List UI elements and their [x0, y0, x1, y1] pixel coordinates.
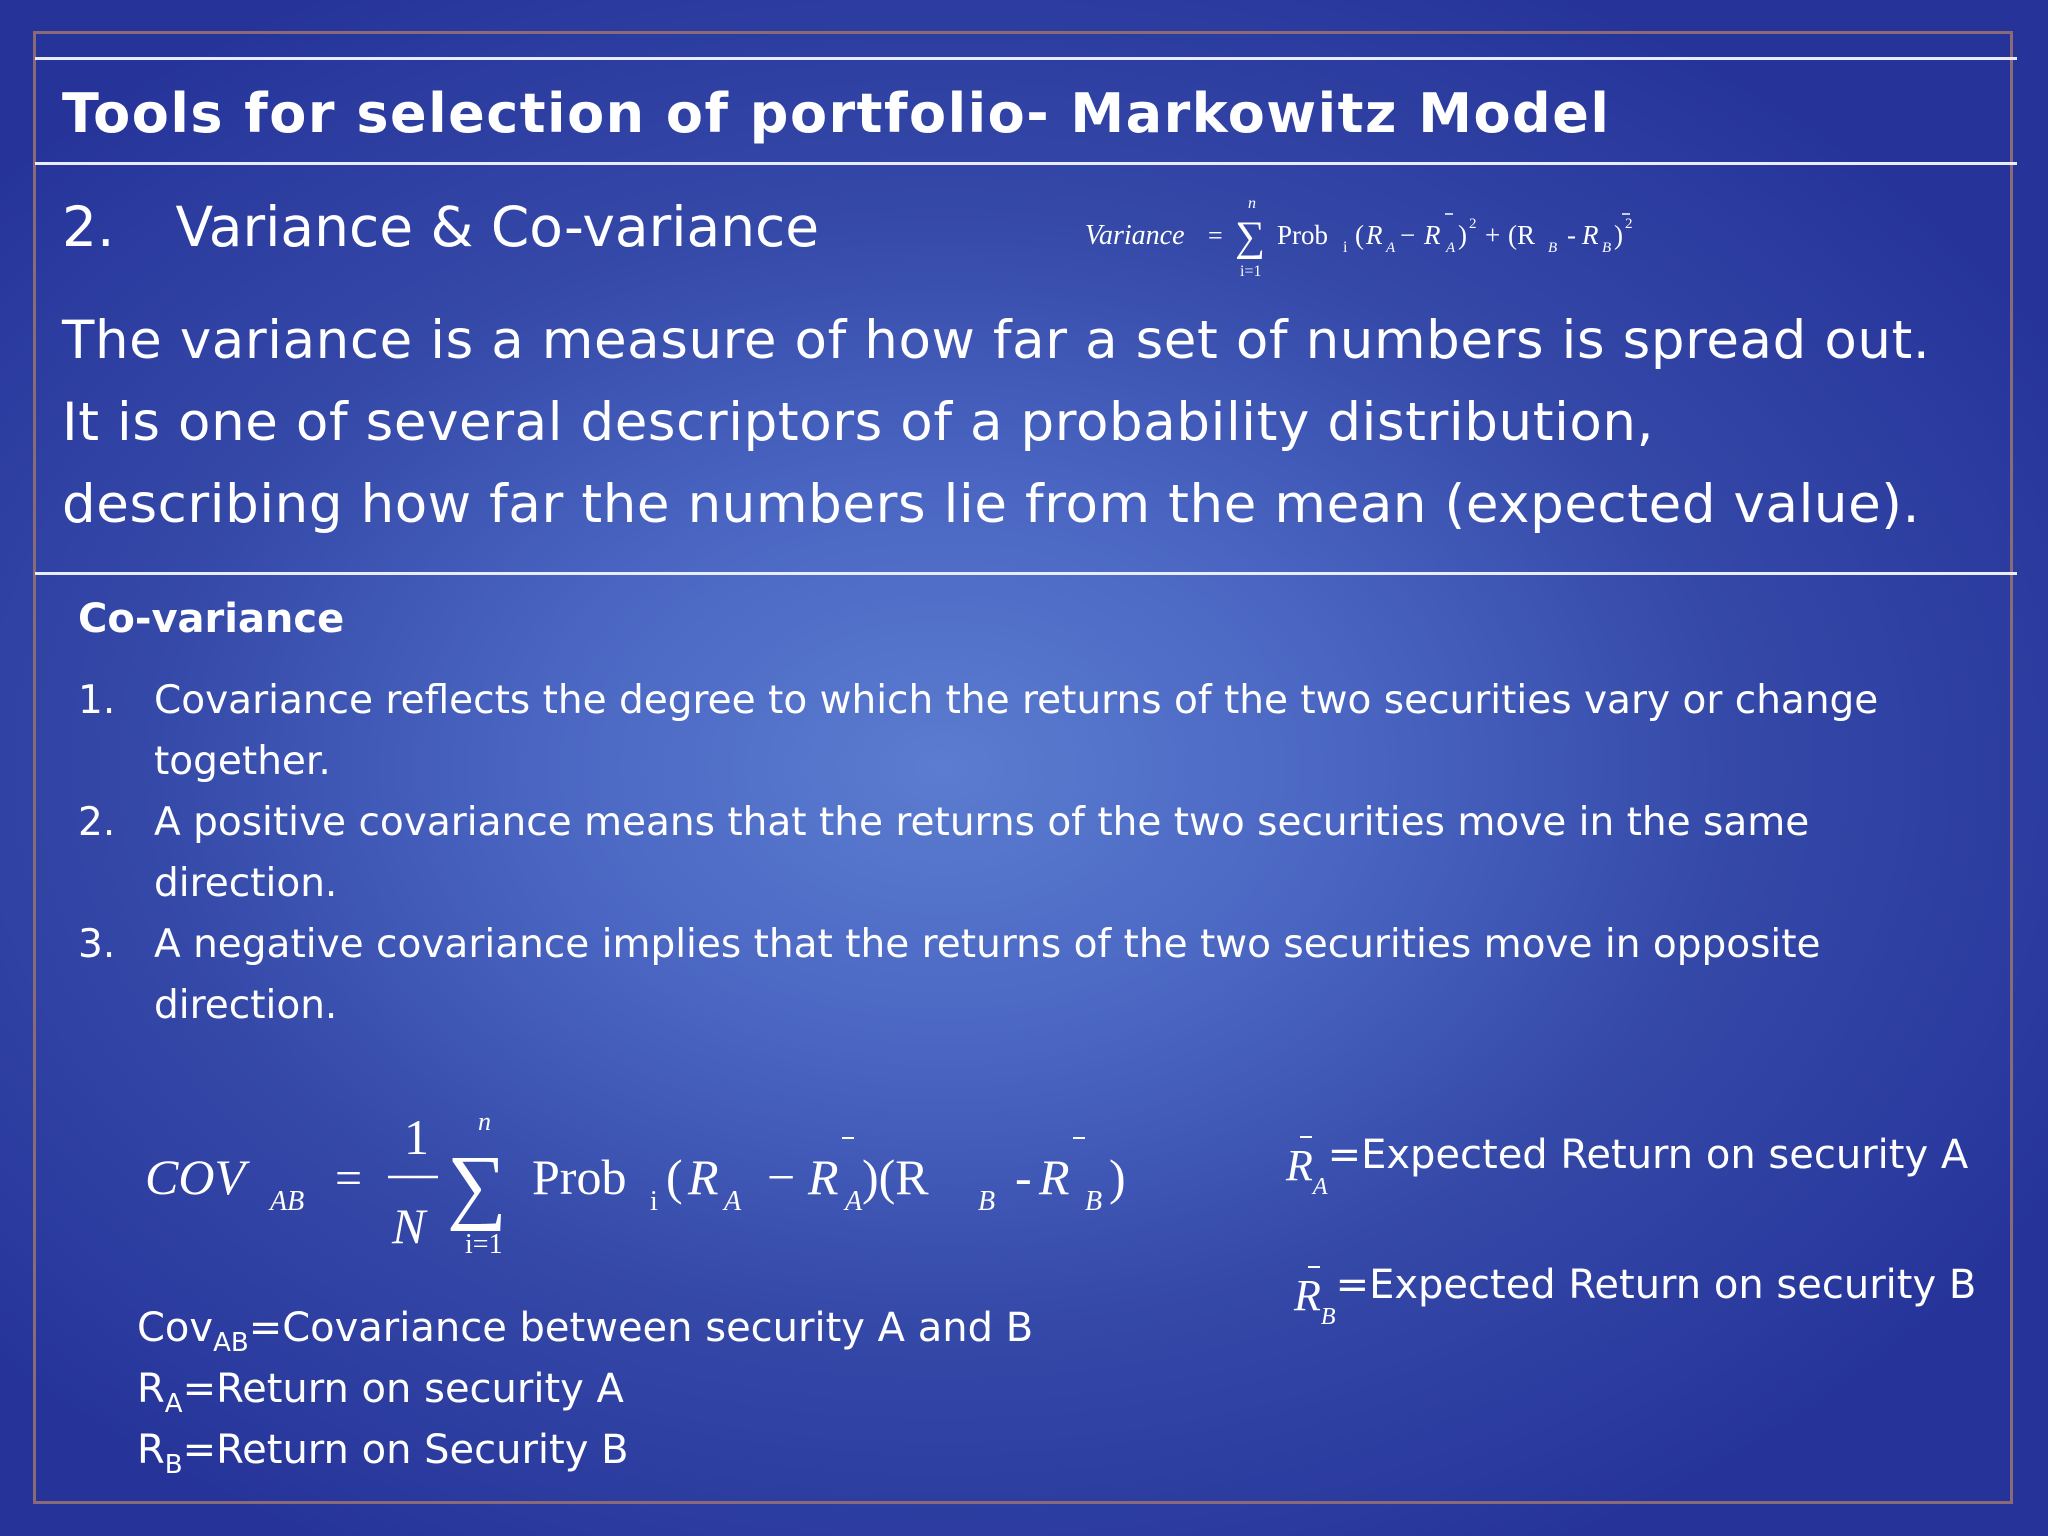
cov-term: [666, 1138, 1126, 1217]
svg-text:): ): [1109, 1149, 1126, 1205]
svg-text:R: R: [1424, 220, 1441, 250]
section-heading: [62, 195, 819, 259]
list-number: 1.: [78, 678, 116, 723]
svg-text:−: −: [767, 1149, 796, 1205]
cov-lhs-sub: AB: [270, 1186, 305, 1217]
list-text: direction.: [154, 983, 338, 1028]
variance-sum-lower: i=1: [1240, 263, 1262, 280]
list-text: together.: [154, 739, 331, 784]
cov-sum-upper: n: [478, 1107, 491, 1136]
paragraph-line: It is one of several descriptors of a probability distribution,: [62, 392, 1655, 453]
list-text: direction.: [154, 861, 338, 906]
r-bar-b-symbol: $R_B$: [1294, 1270, 1336, 1321]
covariance-heading: Co-variance: [78, 596, 345, 642]
cov-sum-lower: i=1: [465, 1229, 503, 1260]
svg-text:A: A: [724, 1186, 742, 1217]
svg-text:B: B: [978, 1186, 996, 1217]
heading-number: 2.: [62, 195, 115, 259]
list-item: [78, 670, 1978, 792]
cov-frac-num: 1: [404, 1109, 429, 1165]
list-item: [78, 792, 1978, 914]
slide-title: Tools for selection of portfolio- Markowitz Model: [62, 82, 1611, 145]
paragraph-line: describing how far the numbers lie from the mean (expected value).: [62, 474, 1921, 535]
definition-cov: Cov$_{AB}$=Covariance between security A and B: [137, 1305, 1034, 1358]
svg-text:R: R: [1039, 1149, 1070, 1205]
variance-sigma: ∑: [1235, 214, 1265, 260]
svg-text:): ): [1614, 220, 1623, 250]
svg-text:): ): [1458, 220, 1467, 250]
variance-paragraph: [62, 300, 1930, 546]
list-text: A positive covariance means that the returns of the two securities move in the same: [154, 800, 1810, 845]
variance-equals: =: [1208, 221, 1223, 250]
legend-expected-a: $R_A=Expected$ Return on security A: [1286, 1132, 1969, 1200]
definition-ra: $R_A=Return$ on security A: [137, 1366, 624, 1419]
svg-text:2: 2: [1469, 216, 1477, 232]
heading-text: Variance & Co-variance: [175, 195, 820, 259]
cov-prob-sub: i: [650, 1186, 658, 1217]
svg-text:(: (: [666, 1149, 683, 1205]
covariance-formula: [140, 1100, 1160, 1270]
list-number: 2.: [78, 800, 116, 845]
legend-expected-b: $R_B=Expected$ Return on security B: [1294, 1262, 1977, 1330]
cov-sigma: ∑: [447, 1139, 507, 1232]
variance-prob: Prob: [1277, 220, 1329, 250]
definitions: [137, 1298, 1033, 1481]
svg-text:(R: (R: [1508, 220, 1535, 250]
variance-sum-upper: n: [1248, 195, 1256, 212]
svg-text:−: −: [1400, 220, 1416, 250]
section-rule: [35, 572, 2017, 575]
svg-text:R: R: [1582, 220, 1599, 250]
svg-text:-: -: [1567, 220, 1576, 250]
svg-text:R: R: [1366, 220, 1383, 250]
svg-text:2: 2: [1625, 216, 1633, 232]
variance-lhs: Variance: [1085, 220, 1185, 251]
svg-text:B: B: [1602, 240, 1612, 256]
svg-text:R: R: [808, 1149, 839, 1205]
title-rule: [35, 162, 2017, 165]
variance-prob-sub: i: [1343, 239, 1348, 256]
svg-text:+: +: [1485, 220, 1501, 250]
svg-text:A: A: [845, 1186, 863, 1217]
definition-rb: $R_B=Return$ on Security B: [137, 1427, 629, 1480]
list-text: A negative covariance implies that the returns of the two securities move in opposite: [154, 922, 1821, 967]
svg-text:-: -: [1015, 1149, 1032, 1205]
r-bar-a-symbol: $R_A$: [1286, 1140, 1328, 1191]
svg-text:B: B: [1548, 240, 1558, 256]
svg-text:)(R: )(R: [862, 1149, 929, 1205]
cov-prob: Prob: [532, 1149, 627, 1205]
list-item: [78, 914, 1978, 1036]
svg-text:A: A: [1386, 240, 1396, 256]
svg-text:B: B: [1085, 1186, 1103, 1217]
svg-text:(: (: [1355, 220, 1364, 250]
svg-text:A: A: [1446, 240, 1456, 256]
variance-term: [1355, 214, 1633, 256]
cov-frac-den: N: [392, 1198, 426, 1254]
list-text: Covariance reflects the degree to which the returns of the two securities vary or change: [154, 678, 1879, 723]
cov-equals: =: [335, 1152, 363, 1205]
variance-formula: [1080, 190, 1680, 290]
covariance-list: [78, 670, 1978, 1036]
top-rule: [35, 57, 2017, 60]
svg-text:R: R: [688, 1149, 719, 1205]
paragraph-line: The variance is a measure of how far a set of numbers is spread out.: [62, 310, 1931, 371]
cov-lhs: COV: [145, 1149, 245, 1205]
list-number: 3.: [78, 922, 116, 967]
